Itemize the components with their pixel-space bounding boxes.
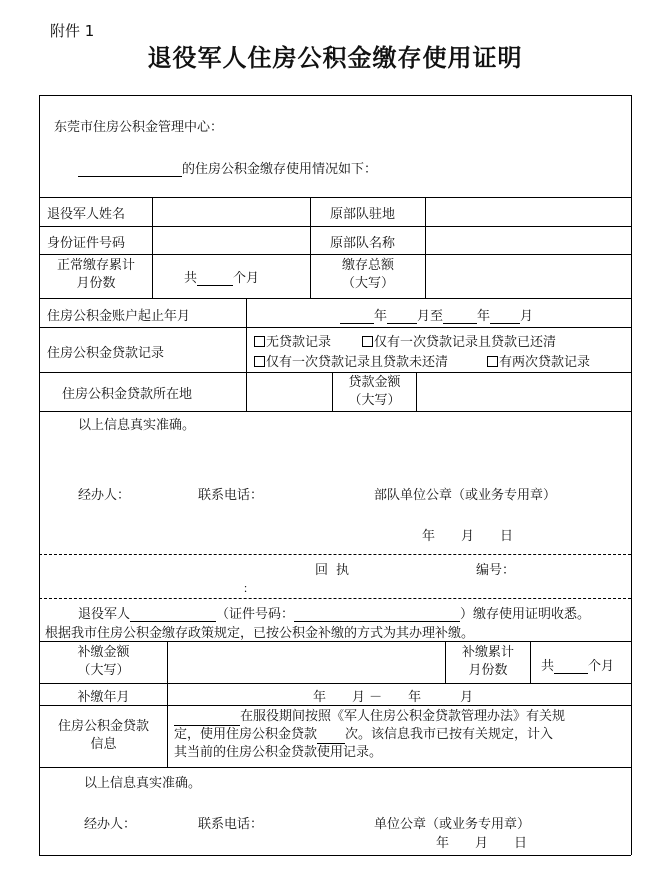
loan-count-blank[interactable] (317, 729, 345, 744)
veteran-name-blank[interactable] (78, 162, 182, 177)
label-original-station: 原部队驻地 (330, 207, 396, 222)
loan-option-one-unpaid[interactable]: 仅有一次贷款记录且贷款未还清 (254, 351, 448, 370)
receipt-veteran-name-blank[interactable] (130, 607, 216, 622)
intro-line: 的住房公积金缴存使用情况如下： (78, 158, 377, 177)
original-station-field[interactable] (426, 198, 630, 225)
label-loan-info: 住房公积金贷款 信息 (57, 719, 149, 752)
receipt-number-label: 编号： (476, 563, 516, 578)
loan-option-one-repaid[interactable]: 仅有一次贷款记录且贷款已还清 (362, 331, 556, 350)
receipt-line-2: 根据我市住房公积金缴存政策规定，已按公积金补缴的方式为其办理补缴。 (45, 626, 475, 641)
supp-period-field[interactable]: 年 月 － 年 月 (313, 690, 474, 705)
checkbox-icon (362, 336, 373, 347)
label-loan-location: 住房公积金贷款所在地 (62, 387, 193, 402)
supp-amount-field[interactable] (168, 642, 444, 682)
id-number-field[interactable] (153, 227, 309, 253)
label-original-unit: 原部队名称 (330, 236, 396, 251)
label-supp-period: 补缴年月 (77, 690, 130, 705)
checkbox-icon (254, 336, 265, 347)
attachment-label: 附件 1 (50, 22, 95, 40)
total-amount-field[interactable] (426, 255, 630, 297)
loan-location-field[interactable] (247, 373, 331, 410)
label-total-amount: 缴存总额 （大写） (341, 258, 394, 291)
certification-text: 以上信息真实准确。 (78, 418, 196, 433)
addressee: 东莞市住房公积金管理中心： (54, 120, 224, 135)
label-id-number: 身份证件号码 (47, 236, 126, 251)
receipt-phone-label: 联系电话： (198, 817, 264, 832)
stub-mark: ： (243, 582, 254, 595)
checkbox-icon (487, 356, 498, 367)
original-unit-field[interactable] (426, 227, 630, 253)
phone-label: 联系电话： (198, 488, 264, 503)
veteran-name-field[interactable] (153, 198, 309, 225)
label-loan-amount: 贷款金额 （大写） (348, 375, 401, 408)
label-supp-months: 补缴累计 月份数 (461, 645, 514, 678)
loan-option-none[interactable]: 无贷款记录 (254, 331, 331, 350)
loan-info-name-blank[interactable] (174, 711, 240, 726)
loan-option-two[interactable]: 有两次贷款记录 (487, 351, 590, 370)
label-veteran-name: 退役军人姓名 (47, 207, 126, 222)
receipt-title: 回执 (315, 563, 358, 578)
loan-info-text: 在服役期间按照《军人住房公积金贷款管理办法》有关规 定，使用住房公积金贷款 次。该信息我市已按有关规定，计入 其当前的住房公积金贷款使用记录。 (174, 709, 566, 760)
page-title: 退役军人住房公积金缴存使用证明 (147, 43, 523, 72)
account-period-field[interactable]: 年 月至 年 月 (340, 305, 533, 324)
label-supp-amount: 补缴金额 （大写） (77, 645, 130, 678)
loan-amount-field[interactable] (417, 373, 630, 410)
date-label: 年 月 日 (422, 529, 514, 544)
unit-seal-label: 部队单位公章（或业务专用章） (374, 488, 557, 503)
receipt-certification-text: 以上信息真实准确。 (84, 776, 202, 791)
label-account-period: 住房公积金账户起止年月 (47, 309, 191, 324)
supp-months-field[interactable]: 共 个月 (541, 659, 615, 674)
receipt-id-blank[interactable] (294, 607, 460, 622)
checkbox-icon (254, 356, 265, 367)
contribution-months-field[interactable]: 共 个月 (184, 271, 260, 286)
label-contribution-months: 正常缴存累计 月份数 (56, 258, 135, 291)
handler-label: 经办人： (78, 488, 131, 503)
receipt-date-label: 年 月 日 (436, 836, 528, 851)
receipt-line-1: 退役军人 （证件号码： ）缴存使用证明收悉。 (78, 607, 591, 622)
receipt-unit-seal-label: 单位公章（或业务专用章） (374, 817, 531, 832)
receipt-handler-label: 经办人： (84, 817, 137, 832)
label-loan-record: 住房公积金贷款记录 (47, 346, 165, 361)
